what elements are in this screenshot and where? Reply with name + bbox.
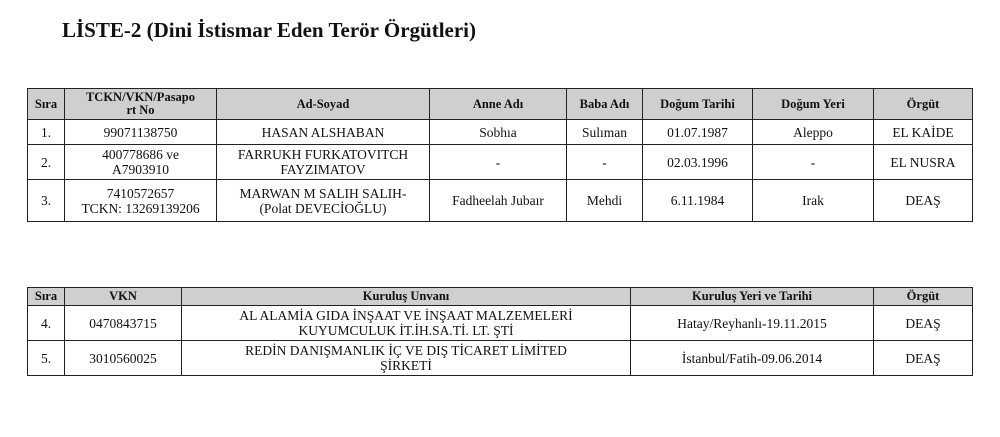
cell-unvan [182, 341, 631, 376]
cell-name [217, 145, 430, 180]
cell-yer: Aleppo [753, 120, 874, 145]
cell-line: REDİN DANIŞMANLIK İÇ VE DIŞ TİCARET LİMİTED [245, 343, 567, 358]
cell-baba: Sulıman [567, 120, 643, 145]
cell-line: 400778686 ve [102, 147, 179, 162]
cell-vkn: 0470843715 [65, 306, 182, 341]
table-header-row [28, 288, 973, 306]
table-row [28, 180, 973, 222]
cell-id [65, 180, 217, 222]
col-header-sira: Sıra [28, 89, 65, 120]
col-header-baba-adi: Baba Adı [567, 89, 643, 120]
cell-orgut: DEAŞ [874, 180, 973, 222]
cell-baba: Mehdi [567, 180, 643, 222]
cell-line: AL ALAMİA GIDA İNŞAAT VE İNŞAAT MALZEMELERİ [239, 308, 573, 323]
cell-orgut: EL NUSRA [874, 145, 973, 180]
cell-line: FARRUKH FURKATOVITCH [237, 147, 409, 162]
cell-line: TCKN: 13269139206 [81, 200, 200, 216]
cell-name: HASAN ALSHABAN [217, 120, 430, 145]
cell-line: (Polat DEVECİOĞLU) [259, 200, 387, 216]
cell-anne: - [430, 145, 567, 180]
cell-sira: 3. [28, 180, 65, 222]
cell-orgut: DEAŞ [874, 341, 973, 376]
col-header-vkn: VKN [65, 288, 182, 306]
cell-yer: Irak [753, 180, 874, 222]
col-header-unvan: Kuruluş Unvanı [182, 288, 631, 306]
cell-orgut: EL KAİDE [874, 120, 973, 145]
cell-line: 7410572657 [106, 185, 175, 201]
companies-table [27, 287, 973, 376]
cell-tarih: 02.03.1996 [643, 145, 753, 180]
cell-unvan [182, 306, 631, 341]
cell-sira: 1. [28, 120, 65, 145]
cell-yer-tarih: İstanbul/Fatih-09.06.2014 [631, 341, 874, 376]
cell-sira: 5. [28, 341, 65, 376]
col-header-yer-tarih: Kuruluş Yeri ve Tarihi [631, 288, 874, 306]
cell-line: MARWAN M SALIH SALIH- [239, 185, 407, 201]
cell-baba: - [567, 145, 643, 180]
table-row [28, 120, 973, 145]
table-header-row [28, 89, 973, 120]
cell-tarih: 6.11.1984 [643, 180, 753, 222]
col-header-orgut: Örgüt [874, 288, 973, 306]
page-title: LİSTE-2 (Dini İstismar Eden Terör Örgütleri) [62, 18, 477, 42]
cell-sira: 2. [28, 145, 65, 180]
cell-line: A7903910 [112, 162, 169, 177]
cell-id [65, 145, 217, 180]
cell-line: ŞİRKETİ [380, 358, 432, 373]
cell-line: FAYZIMATOV [280, 162, 366, 177]
cell-anne: Sobhıa [430, 120, 567, 145]
cell-name [217, 180, 430, 222]
table-row [28, 145, 973, 180]
persons-table [27, 88, 973, 222]
cell-anne: Fadheelah Jubaır [430, 180, 567, 222]
cell-id: 99071138750 [65, 120, 217, 145]
cell-orgut: DEAŞ [874, 306, 973, 341]
cell-line: KUYUMCULUK İT.İH.SA.Tİ. LT. ŞTİ [298, 323, 514, 338]
cell-yer: - [753, 145, 874, 180]
table-row [28, 306, 973, 341]
col-header-ad-soyad: Ad-Soyad [217, 89, 430, 120]
col-header-dogum-tarihi: Doğum Tarihi [643, 89, 753, 120]
header-line: rt No [126, 103, 155, 117]
header-line: TCKN/VKN/Pasapo [85, 90, 196, 104]
col-header-sira: Sıra [28, 288, 65, 306]
col-header-tckn [65, 89, 217, 120]
cell-vkn: 3010560025 [65, 341, 182, 376]
table-row [28, 341, 973, 376]
cell-sira: 4. [28, 306, 65, 341]
col-header-orgut: Örgüt [874, 89, 973, 120]
cell-tarih: 01.07.1987 [643, 120, 753, 145]
col-header-anne-adi: Anne Adı [430, 89, 567, 120]
cell-yer-tarih: Hatay/Reyhanlı-19.11.2015 [631, 306, 874, 341]
col-header-dogum-yeri: Doğum Yeri [753, 89, 874, 120]
